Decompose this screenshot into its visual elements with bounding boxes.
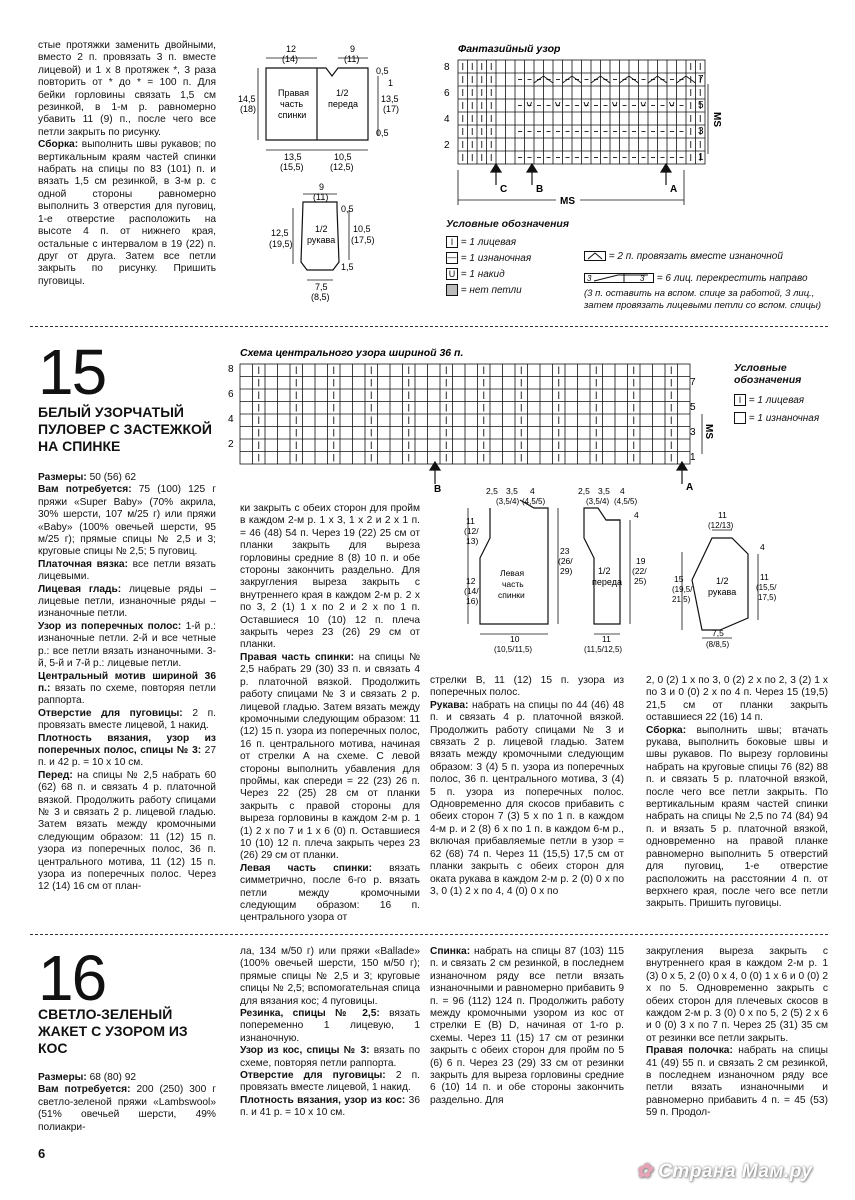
back-total-height: 23 xyxy=(560,546,570,556)
left-back-bottom-alt: (10,5/11,5) xyxy=(494,645,533,654)
shoulder-measure-3: 0,5 xyxy=(376,128,389,138)
left-back-label-2: часть xyxy=(502,579,524,589)
legend-cable-explanation: (3 п. оставить на вспом. спице за работой, 3 лиц., затем провязать лицевыми петли со вспом. спицы) xyxy=(584,288,822,311)
paragraph-text: ла, 134 м/50 г) или пряжи «Ballade» (100% овечьей шерсти, 150 м/50 г); прямые спицы № 2,5 и 3; круговые спицы № 2,5; вспомогательная спица для вязания кос; 4 пуговицы. xyxy=(240,946,420,1007)
central-legend-title: Условные обозначения xyxy=(734,362,802,386)
legend-item-label: = 1 изнаночная xyxy=(460,252,532,264)
fancy-row-label-2: 2 xyxy=(444,140,450,151)
no-stitch-icon xyxy=(446,284,458,296)
paragraph xyxy=(646,946,828,1045)
sleeve-height-right-alt-2: 17,5) xyxy=(758,593,777,602)
front-neck-depth: 4 xyxy=(634,510,639,520)
front-top-measure-2: 3,5 xyxy=(598,486,610,496)
paragraph-label: Вам потребуется: xyxy=(38,1084,131,1096)
watermark-text: Страна Мам.ру xyxy=(658,1161,813,1182)
section-15-col-1 xyxy=(38,472,216,894)
central-row-label-6: 6 xyxy=(228,389,234,400)
central-row-label-2: 2 xyxy=(228,439,234,450)
paragraph xyxy=(430,700,624,899)
legend-item-no-stitch xyxy=(446,282,531,298)
legend-item-label: = 1 лицевая xyxy=(460,236,517,248)
svg-text:3: 3 xyxy=(640,274,645,283)
fancy-ms-label: MS xyxy=(560,196,575,207)
back-label-3: спинки xyxy=(278,110,307,120)
paragraph xyxy=(240,946,420,1008)
back-bottom: 13,5 xyxy=(284,152,302,162)
legend-item-knit xyxy=(446,234,531,250)
legend-item-cable xyxy=(584,270,834,286)
paragraph-text: все петли вязать лицевыми. xyxy=(38,558,216,583)
paragraph xyxy=(38,1072,216,1084)
fancy-row-label-1: 1 xyxy=(698,152,704,163)
paragraph-text: лицевые ряды – лицевые петли, изнаночные ряды – изнаночные петли. xyxy=(38,583,216,620)
central-row-label-5: 5 xyxy=(690,402,696,413)
section-15-col-3 xyxy=(430,675,624,898)
fancy-row-label-3: 3 xyxy=(698,126,704,137)
paragraph-label: Отверстие для пуговицы: xyxy=(38,707,183,719)
back-total-height-alt: (26/ xyxy=(558,556,573,566)
central-row-label-7: 7 xyxy=(690,377,696,388)
paragraph xyxy=(430,675,624,700)
paragraph-label: Спинка: xyxy=(430,946,471,957)
knit-icon: I xyxy=(734,394,746,406)
sleeve-bottom: 7,5 xyxy=(315,282,328,292)
front-top-measure-4: (3,5/4) xyxy=(586,497,610,506)
back-height: 14,5 xyxy=(238,94,256,104)
shoulder-measure-2: 1 xyxy=(388,78,394,88)
paragraph xyxy=(38,584,216,621)
paragraph xyxy=(38,1084,216,1134)
intro-paragraph: стые протяжки заменить двойными, вместо 2 п. провязать 3 п. вместе лицевой) и 1 х 8 протяжек *, 3 раза повторить от * до * = 100 п. Для бейки горловины связать 1,5 см резинкой, в 1-м р. равномерно убавить 11 (9) п., после чего все петли закрыть по рисунку. xyxy=(38,40,216,138)
knit-icon: I xyxy=(446,236,458,248)
section-15-col-2 xyxy=(240,503,420,925)
central-arrow-b: B xyxy=(434,484,442,495)
paragraph xyxy=(240,1008,420,1045)
sleeve-label-2: рукава xyxy=(307,235,336,245)
back-width-top-alt: (14) xyxy=(282,54,299,64)
paragraph-label: Сборка: xyxy=(646,724,687,736)
central-legend-purl xyxy=(734,412,844,424)
paragraph-text: 1-й р.: изнаночные петли. 2-й и все четные р.: все петли вязать изнаночными. 3-й, 5-й и 7-й р.: лицевые петли. xyxy=(38,620,216,670)
front-bottom: 10,5 xyxy=(334,152,352,162)
purl-icon xyxy=(734,412,746,424)
paragraph xyxy=(240,1095,420,1120)
back-label: Правая xyxy=(278,88,310,98)
legend-item-k2tog-purl xyxy=(584,248,834,264)
paragraph-label: Правая часть спинки: xyxy=(240,651,354,663)
sleeve-top-width-alt: (11) xyxy=(313,192,329,202)
watermark xyxy=(636,1160,812,1183)
paragraph xyxy=(430,946,624,1107)
paragraph-label: Платочная вязка: xyxy=(38,558,128,570)
sleeve-cuff-measure: 1,5 xyxy=(341,262,354,272)
paragraph-text: вязать попеременно 1 лицевую, 1 изнаночную. xyxy=(240,1008,421,1044)
sleeve-bottom-alt: (8,5) xyxy=(311,292,330,302)
back-top-measure-2: 3,5 xyxy=(506,486,518,496)
back-width-top: 12 xyxy=(286,44,297,54)
fancy-pattern-chart xyxy=(436,40,836,220)
left-back-label: Левая xyxy=(500,568,525,578)
paragraph-label: Левая часть спинки: xyxy=(240,862,373,874)
sleeve-top-width-alt: (12/13) xyxy=(708,521,734,530)
paragraph-label: Размеры: xyxy=(38,1072,87,1083)
paragraph-label: Плотность вязания, узор из поперечных полос, спицы № 3: xyxy=(38,732,216,756)
legend-item-label: = 1 лицевая xyxy=(748,394,805,406)
sleeve-height-left: 15 xyxy=(674,574,684,584)
central-pattern-chart xyxy=(224,344,729,494)
paragraph-text: ки закрыть с обеих сторон для пройм в каждом 2-м р. 1 х 3, 1 х 2 и 2 х 1 п. = 46 (48) 54 п. Через 19 (22) 25 см от планки закрыть для выреза горловины средние 8 (8) 10 п. и обе стороны закончить раздельно. Для закругления выреза закрыть с внутреннего края в каждом 2-м р. 2 х по 3, 2 (1) 1 х по 2 и 2 х по 1 п. Оставшиеся 10 (10) 12 п. плеча закрыть через 23 (26) 29 см от планки. xyxy=(240,503,420,651)
front-height-alt: (22/ xyxy=(632,566,647,576)
section-16-number: 16 xyxy=(38,942,106,1014)
paragraph-text: закругления выреза закрыть с внутреннего края в каждом 2-м р. 1 (3) 0 х 5, 2 (0) 0 х 4, 0 (0) 1 х 6 и 0 (0) 2 х по 5. Одновременно закрыть с обеих сторон для плечевых скосов в каждом 2-м р. 3 (0) 0 х по 5, 2 (5) 2 х 6 и 0 (0) 3 х по 7 п. Через 25 (31) 35 см от резинки все петли закрыть. xyxy=(646,946,828,1044)
legend-item-label: = 1 изнаночная xyxy=(748,412,820,424)
back-front-schema xyxy=(228,40,408,180)
paragraph xyxy=(240,1070,420,1095)
front-top-measure-1: 2,5 xyxy=(578,486,590,496)
yarnover-icon: U xyxy=(446,268,458,280)
front-label: 1/2 xyxy=(598,566,611,576)
back-top-measure-3: 4 xyxy=(530,486,535,496)
front-height: 19 xyxy=(636,556,646,566)
paragraph-text: набрать на спицы по 44 (46) 48 п. и связать 4 р. платочной вязкой. Продолжить работу спицами № 3 и связать 2 р. лицевой гладью. Затем вязать между кромочными следующим образом: 3 (4) 5 п. узора из поперечных полос, 36 п. центрального мотива, 3 (4) 5 п. узора из поперечных полос. Одновременно для скосов прибавить с обеих сторон 7 (3) 5 х по 1 п. в каждом 4-м р. и 2 (8) 6 х по 1 п. в каждом 6-м р., включая прибавляемые петли в узор = 62 (68) 74 п. Через 11 (15,5) 17,5 см от планки закрыть с обеих сторон для оката рукава в каждом 2-м р. 2 (0) 0 х по 3, 0 (1) 2 х по 4, 4 (0) 0 х по xyxy=(430,699,624,897)
back-top-measure-1: 2,5 xyxy=(486,486,498,496)
front-width-top-alt: (11) xyxy=(344,54,360,64)
paragraph-label: Центральный мотив шириной 36 п.: xyxy=(38,670,216,694)
paragraph-text: выполнить швы; втачать рукава, выполнить боковые швы и швы рукавов. По вырезу горловины набрать на круговые спицы 76 (82) 88 п. и связать 5 р. платочной вязкой, после чего все петли закрыть. По вертикальным краям частей спинки набрать на спицы № 2,5 по 74 (84) 94 п. и вязать 5 р. платочной вязкой, одновременно на правой планке равномерно выполнить 5 отверстий для пуговиц, 1-е отверстие расположить на расстоянии 4 п. от верхнего края, после чего все петли закрыть. Пришить пуговицы. xyxy=(646,724,828,910)
front-label-2: переда xyxy=(592,577,622,587)
paragraph-label: Размеры: xyxy=(38,472,87,483)
back-total-height-alt-2: 29) xyxy=(560,566,573,576)
paragraph-text: 2 п. провязать вместе лицевой, 1 накид. xyxy=(38,707,216,732)
paragraph xyxy=(38,559,216,584)
legend-item-label: = 2 п. провязать вместе изнаночной xyxy=(608,250,783,262)
assembly-text: выполнить швы рукавов; по вертикальным краям частей спинки набрать на спицы по 83 (101) п. и вязать 1,5 см резинкой, в 3-м р. с одной стороны равномерно выполнить 3 отверстия для пуговиц, 1-е отверстие расположить на высоте 4 п. от нижнего края, остальные с интервалом в 19 (22) п. друг от друга. Затем все петли закрыть по рисунку. Пришить пуговицы. xyxy=(38,139,216,287)
sleeve-height-left-alt-2: 21,5) xyxy=(672,595,691,604)
sleeve-top-width: 9 xyxy=(319,182,325,192)
paragraph-label: Перед: xyxy=(38,769,73,781)
central-legend-knit xyxy=(734,394,844,406)
front-height: 13,5 xyxy=(381,94,399,104)
fancy-row-label-7: 7 xyxy=(698,74,704,85)
paragraph xyxy=(240,652,420,863)
legend-item-label: = нет петли xyxy=(460,284,522,296)
fancy-row-label-8: 8 xyxy=(444,62,450,73)
sleeve-bottom: 7,5 xyxy=(712,628,724,638)
section-divider xyxy=(30,934,828,935)
page-number: 6 xyxy=(38,1146,46,1161)
paragraph-label: Правая полочка: xyxy=(646,1045,733,1057)
front-bottom: 11 xyxy=(602,634,611,644)
central-row-label-1: 1 xyxy=(690,452,696,463)
sleeve-label: 1/2 xyxy=(315,224,328,234)
svg-text:3: 3 xyxy=(587,274,592,283)
paragraph-text: 200 (250) 300 г светло-зеленой пряжи «Lambswool» (51% овечьей шерсти, 49% полиакри- xyxy=(38,1084,216,1133)
top-left-text xyxy=(38,40,216,288)
fancy-legend xyxy=(446,218,836,318)
paragraph xyxy=(240,1045,420,1070)
paragraph-label: Резинка, спицы № 2,5: xyxy=(240,1008,380,1020)
sleeve-height-left-alt: (19,5) xyxy=(269,239,293,249)
paragraph xyxy=(38,733,216,770)
section-16-title: СВЕТЛО-ЗЕЛЕНЫЙ ЖАКЕТ С УЗОРОМ ИЗ КОС xyxy=(38,1006,188,1056)
legend-item-yarnover xyxy=(446,266,531,282)
central-ms-label: MS xyxy=(703,424,714,439)
paragraph-label: Рукава: xyxy=(430,699,469,711)
paragraph-label: Узор из кос, спицы № 3: xyxy=(240,1045,370,1057)
back-armhole-height-alt-2: 13) xyxy=(466,536,479,546)
legend-title: Условные обозначения xyxy=(446,218,570,230)
legend-item-label: = 1 накид xyxy=(460,268,505,280)
section-15-number: 15 xyxy=(38,336,106,408)
paragraph xyxy=(646,725,828,911)
fancy-row-label-6: 6 xyxy=(444,88,450,99)
back-armhole-height: 11 xyxy=(466,516,475,526)
paragraph-label: Вам потребуется: xyxy=(38,484,132,496)
fancy-arrow-c: C xyxy=(500,184,508,195)
sleeve-label-2: рукава xyxy=(708,587,737,597)
front-top-measure-5: (4,5/5) xyxy=(614,497,638,506)
paragraph-label: Отверстие для пуговицы: xyxy=(240,1070,386,1082)
back-body-height-alt: (14/ xyxy=(464,586,479,596)
fancy-ms-label-vertical: MS xyxy=(711,112,722,127)
front-label: 1/2 xyxy=(336,88,349,98)
paragraph-text: 68 (80) 92 xyxy=(86,1072,137,1083)
paragraph-text: вязать по схеме, повторяя петли раппорта. xyxy=(38,682,216,707)
sleeve-height-right-alt: (15,5/ xyxy=(756,583,777,592)
paragraph-label: Плотность вязания, узор из кос: xyxy=(240,1094,406,1106)
back-top-measure-4: (3,5/4) xyxy=(496,497,520,506)
paragraph-text: на спицы № 2,5 набрать 29 (30) 33 п. и связать 4 р. платочной вязкой. Продолжить работу спицами № 3 и связать 2 р. лицевой гладью. Затем вязать между кромочными следующим образом: 11 (12) 15 п. узора из поперечных полос, 16 п. центрального мотива, начиная от стрелки А на схеме. С левой стороны выполнить убавления для проймы, как спереди = 22 (23) 26 п. Через 22 (25) 28 см от планки закрыть с правой стороны для выреза горловины в каждом 2-м р. 1 (1) 2 х по 7 и 1 х 6 (0) п. Оставшиеся 10 (10) 12 п. плеча закрыть через 23 (26) 29 см от планки. xyxy=(240,651,421,862)
sleeve-schema-15 xyxy=(672,510,782,650)
shoulder-measure-1: 0,5 xyxy=(376,66,389,76)
sleeve-cap-measure: 0,5 xyxy=(341,204,354,214)
back-body-height-alt-2: 16) xyxy=(466,596,479,606)
front-top-measure-3: 4 xyxy=(620,486,625,496)
sleeve-height-right: 10,5 xyxy=(353,224,371,234)
paragraph xyxy=(646,675,828,725)
k2tog-icon xyxy=(584,251,606,261)
paragraph xyxy=(38,621,216,671)
section-15-title: БЕЛЫЙ УЗОРЧАТЫЙ ПУЛОВЕР С ЗАСТЕЖКОЙ НА СПИНКЕ xyxy=(38,404,212,454)
paragraph-text: набрать на спицы 41 (49) 55 п. и связать 2 см резинкой, в последнем изнаночном ряду все петли вязать изнаночными и равномерно прибавить 4 п. = 45 (53) 59 п. Продол- xyxy=(646,1045,829,1119)
sleeve-cap-depth: 4 xyxy=(760,542,765,552)
paragraph-text: стрелки В, 11 (12) 15 п. узора из поперечных полос. xyxy=(430,675,624,699)
paragraph-text: 27 п. и 42 р. = 10 х 10 см. xyxy=(38,744,216,769)
fancy-row-label-5: 5 xyxy=(698,100,704,111)
paragraph-text: набрать на спицы 87 (103) 115 п. и связать 2 см резинкой, в последнем изнаночном ряду все петли вязать изнаночными и равномерно прибавить 9 п. = 96 (112) 124 п. Продолжить работу между кромочными узором из кос от стрелки E (B) D, начиная от 1-го р. схемы. Через 11 (15) 17 см от резинки закрыть с обеих сторон для пройм по 5 (6) 6 п. Через 23 (29) 33 см от резинки закрыть для выреза горловины средние 6 (10) 14 п. и обе стороны закончить раздельно. Для xyxy=(430,946,624,1106)
section-16-col-1 xyxy=(38,1072,216,1134)
left-back-schema xyxy=(460,484,573,654)
paragraph-text: 2, 0 (2) 1 х по 3, 0 (2) 2 х по 2, 3 (2) 1 х по 3 и 0 (0) 2 х по 4 п. Через 15 (19,5) 21,5 см от планки закрыть оставшиеся 22 (16) 14 п. xyxy=(646,675,828,724)
front-bottom-alt: (11,5/12,5) xyxy=(584,645,623,654)
legend-item-purl xyxy=(446,250,531,266)
paragraph xyxy=(38,708,216,733)
sleeve-height-left: 12,5 xyxy=(271,228,289,238)
front-width-top: 9 xyxy=(350,44,356,54)
paragraph-text: вязать по схеме, повторяя петли раппорта. xyxy=(240,1045,420,1069)
back-label-2: часть xyxy=(280,99,304,109)
sleeve-label: 1/2 xyxy=(716,576,729,586)
paragraph-text: 75 (100) 125 г пряжи «Super Baby» (70% акрила, 30% шерсти, 107 м/25 г) или пряжи «Baby» (100% овечьей шерсти, 95 м/25 г); прямые спицы № 2,5 и 3; круговые спицы № 2,5; 5 пуговиц. xyxy=(38,484,216,558)
paragraph-text: вязать симметрично, после 6-го р. вязать петли между кромочными следующим образом: 16 п. центрального узора от xyxy=(240,862,420,924)
paragraph xyxy=(38,484,216,558)
sleeve-height-right-alt: (17,5) xyxy=(351,235,375,245)
section-16-col-3 xyxy=(430,946,624,1107)
sleeve-top-width: 11 xyxy=(718,510,727,520)
fancy-arrow-a: A xyxy=(670,184,678,195)
paragraph xyxy=(38,671,216,708)
central-row-label-8: 8 xyxy=(228,364,234,375)
sleeve-height-right: 11 xyxy=(760,572,769,582)
fancy-pattern-title: Фантазийный узор xyxy=(458,43,561,55)
back-armhole-height-alt: (12/ xyxy=(464,526,479,536)
legend-item-label: = 6 лиц. перекрестить направо xyxy=(656,272,808,284)
back-body-height: 12 xyxy=(466,576,476,586)
central-row-label-3: 3 xyxy=(690,427,696,438)
paragraph xyxy=(240,863,420,925)
paragraph-text: на спицы № 2,5 набрать 60 (62) 68 п. и связать 4 р. платочной вязкой. Продолжить работу спицами № 3 и связать 2 р. лицевой гладью. Затем вязать между кромочными следующим образом: 11 (12) 15 п. узора из поперечных полос, 36 п. центрального мотива, 11 (12) 15 п. узора из поперечных полос. Через 12 (14) 16 см от план- xyxy=(38,769,216,893)
front-schema xyxy=(570,484,670,654)
back-bottom-alt: (15,5) xyxy=(280,162,304,172)
back-top-measure-5: (4,5/5) xyxy=(522,497,546,506)
paragraph-label: Узор из поперечных полос: xyxy=(38,620,182,632)
front-label-2: переда xyxy=(328,99,358,109)
central-legend xyxy=(734,362,844,424)
sleeve-height-left-alt: (19,5/ xyxy=(672,585,693,594)
section-16-col-4 xyxy=(646,946,828,1120)
paragraph-text: 36 п. и 41 р. = 10 х 10 см. xyxy=(240,1094,420,1119)
paragraph xyxy=(240,503,420,652)
fancy-row-label-4: 4 xyxy=(444,114,450,125)
left-back-label-3: спинки xyxy=(498,590,525,600)
sleeve-bottom-alt: (8/8,5) xyxy=(706,640,730,649)
section-divider xyxy=(30,326,828,327)
sleeve-schema xyxy=(265,180,385,300)
front-height-alt-2: 25) xyxy=(634,576,647,586)
paragraph xyxy=(38,472,216,484)
section-15-col-4 xyxy=(646,675,828,911)
central-arrow-a: A xyxy=(686,482,694,493)
left-back-bottom: 10 xyxy=(510,634,520,644)
paragraph xyxy=(38,770,216,894)
front-bottom-alt: (12,5) xyxy=(330,162,354,172)
cable-icon xyxy=(584,273,654,283)
central-pattern-title: Схема центрального узора шириной 36 п. xyxy=(240,347,464,359)
assembly-label: Сборка: xyxy=(38,139,79,151)
back-height-alt: (18) xyxy=(240,104,257,114)
central-row-label-4: 4 xyxy=(228,414,234,425)
fancy-arrow-b: B xyxy=(536,184,544,195)
paragraph-text: 50 (56) 62 xyxy=(86,472,137,483)
paragraph-text: 2 п. провязать вместе лицевой, 1 накид. xyxy=(240,1070,420,1094)
paragraph-label: Лицевая гладь: xyxy=(38,583,122,595)
front-height-alt: (17) xyxy=(383,104,400,114)
paragraph xyxy=(646,1045,828,1119)
watermark-logo-icon: ✿ xyxy=(636,1161,653,1182)
purl-icon: — xyxy=(447,252,457,262)
section-16-col-2 xyxy=(240,946,420,1120)
